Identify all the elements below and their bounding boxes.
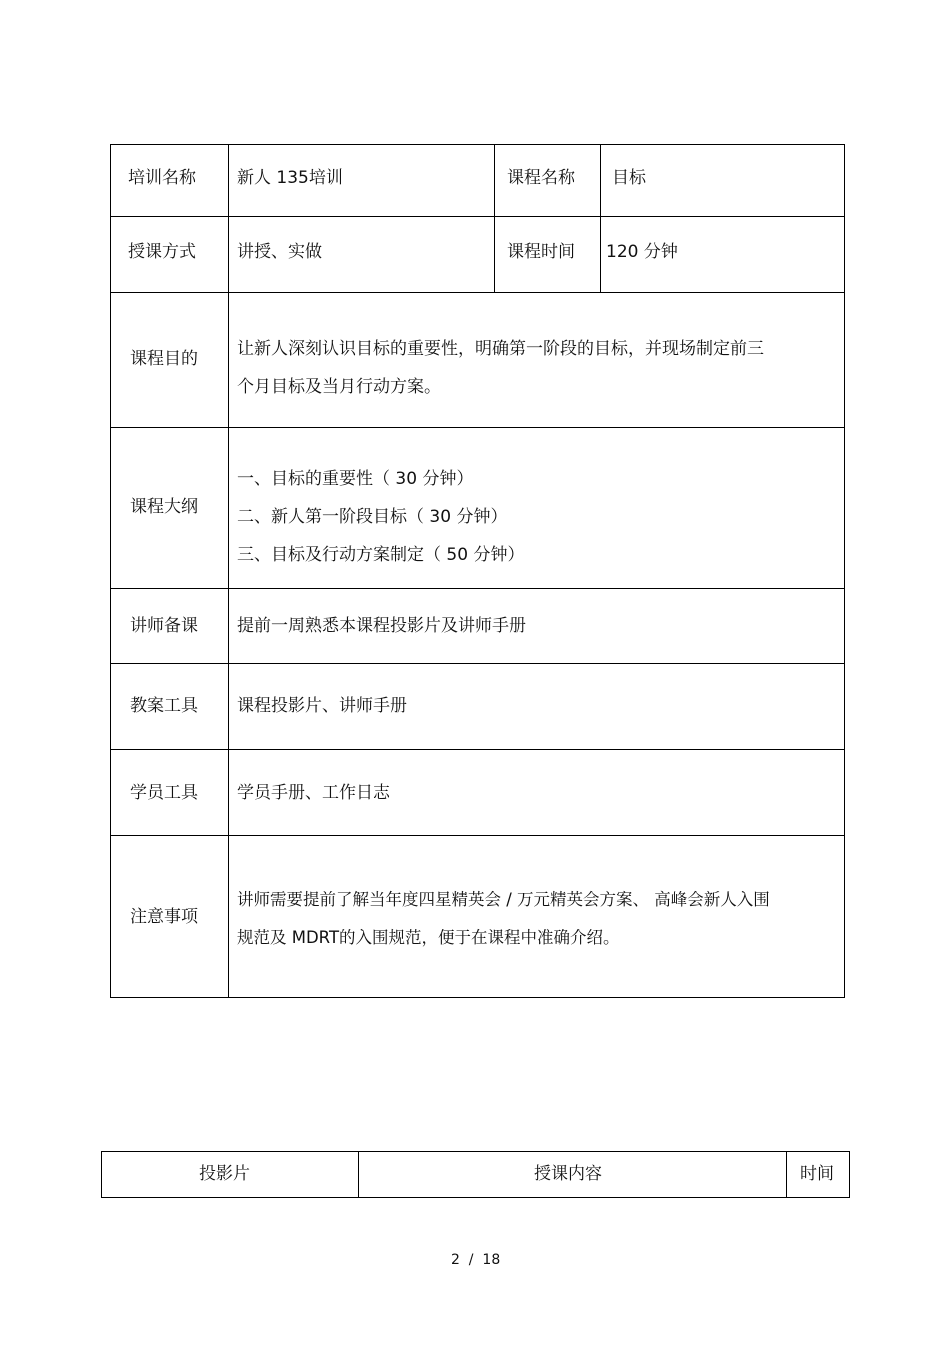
method-label: 授课方式 bbox=[128, 242, 196, 262]
method-value: 讲授、实做 bbox=[237, 242, 322, 262]
outline-label: 课程大纲 bbox=[130, 497, 198, 517]
teaching-tools-value: 课程投影片、讲师手册 bbox=[237, 696, 407, 716]
course-name-label: 课程名称 bbox=[507, 168, 575, 188]
student-tools-value: 学员手册、工作日志 bbox=[237, 783, 390, 803]
outline-item: 一、目标的重要性（ 30 分钟） bbox=[237, 469, 474, 489]
outline-item: 三、目标及行动方案制定（ 50 分钟） bbox=[237, 545, 525, 565]
page-number: 2 / 18 bbox=[451, 1252, 501, 1268]
course-name-value: 目标 bbox=[612, 168, 646, 188]
purpose-line: 个月目标及当月行动方案。 bbox=[237, 377, 441, 397]
purpose-line: 让新人深刻认识目标的重要性，明确第一阶段的目标，并现场制定前三 bbox=[237, 339, 764, 359]
training-name-value: 新人 135培训 bbox=[237, 168, 343, 188]
notes-line: 讲师需要提前了解当年度四星精英会 / 万元精英会方案、 高峰会新人入围 bbox=[237, 890, 770, 909]
training-name-label: 培训名称 bbox=[128, 168, 196, 188]
notes-label: 注意事项 bbox=[130, 907, 198, 927]
outline-item: 二、新人第一阶段目标（ 30 分钟） bbox=[237, 507, 508, 527]
student-tools-label: 学员工具 bbox=[130, 783, 198, 803]
prep-value: 提前一周熟悉本课程投影片及讲师手册 bbox=[237, 616, 526, 636]
purpose-text bbox=[237, 330, 764, 406]
course-time-label: 课程时间 bbox=[507, 242, 575, 262]
notes-text bbox=[237, 881, 770, 957]
outline-list bbox=[237, 460, 524, 574]
header-time: 时间 bbox=[800, 1164, 834, 1184]
prep-label: 讲师备课 bbox=[130, 616, 198, 636]
header-content: 授课内容 bbox=[534, 1164, 602, 1184]
course-time-value: 120 分钟 bbox=[606, 242, 678, 262]
header-slides: 投影片 bbox=[199, 1164, 250, 1184]
teaching-tools-label: 教案工具 bbox=[130, 696, 198, 716]
notes-line: 规范及 MDRT的入围规范，便于在课程中准确介绍。 bbox=[237, 928, 620, 947]
purpose-label: 课程目的 bbox=[130, 349, 198, 369]
